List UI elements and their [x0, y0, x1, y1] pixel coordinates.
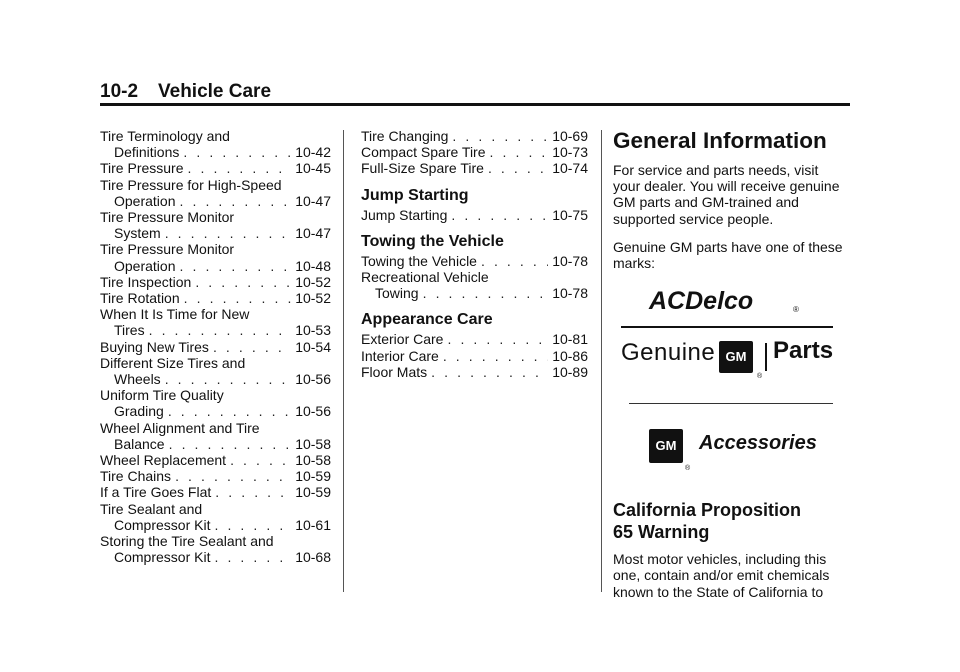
dot-leader: [423, 285, 549, 301]
service-paragraph: For service and parts needs, visit your dealer. You will receive genuine GM parts and GM-trained and supported service people.: [613, 162, 840, 227]
dot-leader: [188, 160, 292, 176]
toc-entry-title: Tires: [114, 322, 145, 339]
toc-entry[interactable]: [100, 339, 331, 355]
toc-page-number: 10-73: [552, 144, 588, 161]
dot-leader: [179, 193, 291, 209]
toc-page-number: 10-45: [295, 160, 331, 177]
toc-entry[interactable]: [361, 253, 588, 269]
column-divider: [601, 130, 602, 592]
gm-logo: GM: [649, 429, 683, 463]
toc-entry[interactable]: [100, 355, 331, 387]
toc-entry-line: [361, 253, 588, 269]
toc-entry-line: [100, 193, 331, 209]
toc-entry-title: Floor Mats: [361, 363, 428, 380]
toc-entry[interactable]: [361, 331, 588, 347]
toc-page-number: 10-69: [552, 128, 588, 144]
toc-section-heading[interactable]: Jump Starting: [361, 186, 469, 204]
logo-separator: [765, 343, 767, 371]
toc-entry-line: [361, 348, 588, 364]
toc-column-1: [100, 128, 331, 565]
toc-entry[interactable]: [361, 207, 588, 223]
toc-entry-line: [100, 258, 331, 274]
dot-leader: [149, 322, 292, 338]
toc-entry-title-line: Tire Terminology and: [100, 128, 230, 144]
toc-entry-title: Wheel Replacement: [100, 452, 227, 469]
toc-entry-title-line: Uniform Tire Quality: [100, 387, 224, 404]
toc-entry-title-line: Different Size Tires and: [100, 354, 246, 371]
toc-entry-line: [361, 144, 588, 160]
toc-entry-line: [361, 285, 588, 301]
dot-leader: [490, 144, 549, 160]
toc-entry[interactable]: [100, 306, 331, 338]
toc-entry-line: [100, 403, 331, 419]
toc-entry-title: Balance: [114, 435, 165, 452]
toc-entry-title: Full-Size Spare Tire: [361, 160, 484, 177]
toc-entry-title: Tire Rotation: [100, 290, 180, 307]
toc-entry-title: Operation: [114, 257, 176, 274]
logo-rule-thin: [629, 403, 833, 404]
toc-page-number: 10-59: [295, 468, 331, 485]
registered-mark: ®: [685, 465, 691, 473]
logo-rule: [621, 326, 833, 328]
toc-page-number: 10-61: [295, 516, 331, 533]
toc-page-number: 10-53: [295, 322, 331, 339]
toc-column-2: [361, 128, 588, 380]
svg-text:ACDelco: ACDelco: [649, 287, 754, 316]
marks-paragraph: Genuine GM parts have one of these marks:: [613, 238, 843, 272]
dot-leader: [179, 258, 291, 274]
dot-leader: [488, 160, 548, 176]
toc-page-number: 10-56: [295, 371, 331, 388]
content-column: [613, 128, 848, 612]
svg-text:®: ®: [793, 305, 799, 315]
toc-entry[interactable]: [100, 128, 331, 160]
toc-page-number: 10-47: [295, 192, 331, 209]
toc-page-number: 10-59: [295, 484, 331, 501]
gm-accessories-logo: [649, 429, 849, 473]
toc-entry[interactable]: [361, 160, 588, 176]
genuine-gm-parts-logo: [621, 339, 843, 383]
toc-entry-line: [100, 549, 331, 565]
toc-entry-title: Towing: [375, 285, 419, 302]
heading-line: 65 Warning: [613, 522, 710, 543]
toc-entry[interactable]: [100, 209, 331, 241]
parts-word: Parts: [773, 337, 834, 365]
toc-entry[interactable]: [100, 241, 331, 273]
toc-entry-title: Compact Spare Tire: [361, 144, 486, 161]
dot-leader: [447, 331, 548, 347]
toc-entry-line: [361, 331, 588, 347]
california-prop65-heading: [613, 499, 848, 543]
toc-entry-line: [361, 207, 588, 223]
dot-leader: [452, 128, 548, 144]
genuine-word: Genuine: [621, 339, 716, 367]
dot-leader: [230, 452, 291, 468]
page-number: 10-2: [100, 81, 139, 102]
toc-page-number: 10-81: [552, 331, 588, 348]
toc-page-number: 10-75: [552, 206, 588, 223]
toc-entry-title: Wheels: [114, 371, 161, 388]
dot-leader: [183, 144, 291, 160]
toc-entry-title-line: When It Is Time for New: [100, 306, 250, 323]
registered-mark: ®: [757, 373, 763, 381]
toc-entry-line: [361, 364, 588, 380]
toc-entry-title: Tire Inspection: [100, 273, 192, 290]
toc-section-heading[interactable]: Appearance Care: [361, 311, 493, 329]
toc-entry-line: [100, 274, 331, 290]
toc-entry[interactable]: [361, 364, 588, 380]
toc-entry-title: Interior Care: [361, 347, 439, 364]
dot-leader: [443, 348, 548, 364]
toc-entry-line: [100, 371, 331, 387]
toc-entry-title: Jump Starting: [361, 206, 448, 223]
dot-leader: [165, 371, 292, 387]
dot-leader: [481, 253, 548, 269]
dot-leader: [175, 468, 291, 484]
dot-leader: [451, 207, 548, 223]
toc-entry-title-line: Tire Pressure Monitor: [100, 241, 235, 258]
general-information-heading: General Information: [613, 128, 827, 153]
toc-entry-title-line: Wheel Alignment and Tire: [100, 419, 260, 436]
toc-entry[interactable]: [100, 420, 331, 452]
toc-entry-line: [100, 290, 331, 306]
toc-entry-line: [100, 484, 331, 500]
gm-marks: [613, 283, 848, 483]
toc-entry-title-line: Recreational Vehicle: [361, 269, 489, 286]
toc-page-number: 10-89: [552, 363, 588, 380]
toc-entry-title: Tire Chains: [100, 468, 172, 485]
toc-entry[interactable]: [100, 468, 331, 484]
dot-leader: [431, 364, 548, 380]
toc-entry-title: Definitions: [114, 144, 180, 161]
toc-entry[interactable]: [100, 177, 331, 209]
heading-line: California Proposition: [613, 500, 802, 521]
toc-entry-title: Towing the Vehicle: [361, 252, 477, 269]
dot-leader: [214, 517, 291, 533]
toc-entry-line: [100, 160, 331, 176]
dot-leader: [214, 549, 291, 565]
toc-page-number: 10-86: [552, 347, 588, 364]
toc-entry-line: [100, 144, 331, 160]
toc-entry-line: [100, 225, 331, 241]
dot-leader: [165, 225, 292, 241]
toc-entry[interactable]: [361, 128, 588, 144]
toc-entry-line: [100, 452, 331, 468]
toc-page-number: 10-78: [552, 285, 588, 302]
toc-page-number: 10-58: [295, 452, 331, 469]
toc-entry-title: Tire Changing: [361, 128, 449, 144]
toc-entry-title-line: Tire Pressure for High-Speed: [100, 176, 282, 193]
toc-entry-title: Compressor Kit: [114, 516, 211, 533]
dot-leader: [168, 403, 291, 419]
dot-leader: [195, 274, 291, 290]
toc-entry-line: [361, 160, 588, 176]
toc-entry-title: Grading: [114, 403, 164, 420]
toc-entry-line: [100, 322, 331, 338]
toc-page-number: 10-58: [295, 435, 331, 452]
toc-entry-title: System: [114, 225, 161, 242]
toc-page-number: 10-52: [295, 290, 331, 307]
toc-entry[interactable]: [100, 290, 331, 306]
accessories-word: Accessories: [699, 432, 817, 455]
toc-entry[interactable]: [100, 484, 331, 500]
toc-entry[interactable]: [100, 387, 331, 419]
toc-entry[interactable]: [100, 501, 331, 533]
dot-leader: [184, 290, 292, 306]
toc-entry-line: [100, 468, 331, 484]
toc-entry[interactable]: [100, 533, 331, 565]
section-title: Vehicle Care: [158, 81, 272, 102]
toc-entry[interactable]: [361, 269, 588, 301]
gm-logo: GM: [719, 341, 753, 373]
toc-entry-title: Operation: [114, 192, 176, 209]
header-rule: [100, 103, 850, 106]
toc-page-number: 10-42: [295, 144, 331, 161]
dot-leader: [213, 339, 291, 355]
toc-page-number: 10-47: [295, 225, 331, 242]
toc-section-heading[interactable]: Towing the Vehicle: [361, 232, 504, 250]
toc-entry[interactable]: [100, 452, 331, 468]
acdelco-logo: [645, 283, 805, 317]
toc-entry-title-line: Tire Sealant and: [100, 500, 203, 517]
toc-entry-title: Exterior Care: [361, 331, 444, 348]
toc-entry[interactable]: [100, 274, 331, 290]
dot-leader: [169, 436, 292, 452]
toc-entry-title: Buying New Tires: [100, 338, 209, 355]
toc-entry-line: [100, 517, 331, 533]
toc-entry[interactable]: [361, 144, 588, 160]
toc-entry-title-line: Storing the Tire Sealant and: [100, 533, 274, 550]
toc-entry-title: If a Tire Goes Flat: [100, 484, 212, 501]
toc-entry-line: [100, 339, 331, 355]
toc-page-number: 10-68: [295, 549, 331, 566]
toc-entry[interactable]: [361, 348, 588, 364]
toc-entry-title-line: Tire Pressure Monitor: [100, 209, 235, 226]
toc-entry[interactable]: [100, 160, 331, 176]
toc-entry-title: Tire Pressure: [100, 160, 184, 177]
dot-leader: [215, 484, 291, 500]
toc-page-number: 10-54: [295, 338, 331, 355]
prop65-paragraph: Most motor vehicles, including this one, contain and/or emit chemicals known to the State of California to: [613, 551, 830, 600]
toc-page-number: 10-52: [295, 273, 331, 290]
toc-page-number: 10-78: [552, 252, 588, 269]
toc-page-number: 10-74: [552, 160, 588, 177]
toc-page-number: 10-48: [295, 257, 331, 274]
toc-page-number: 10-56: [295, 403, 331, 420]
column-divider: [343, 130, 344, 592]
toc-entry-line: [361, 128, 588, 144]
toc-entry-line: [100, 436, 331, 452]
toc-entry-title: Compressor Kit: [114, 549, 211, 566]
